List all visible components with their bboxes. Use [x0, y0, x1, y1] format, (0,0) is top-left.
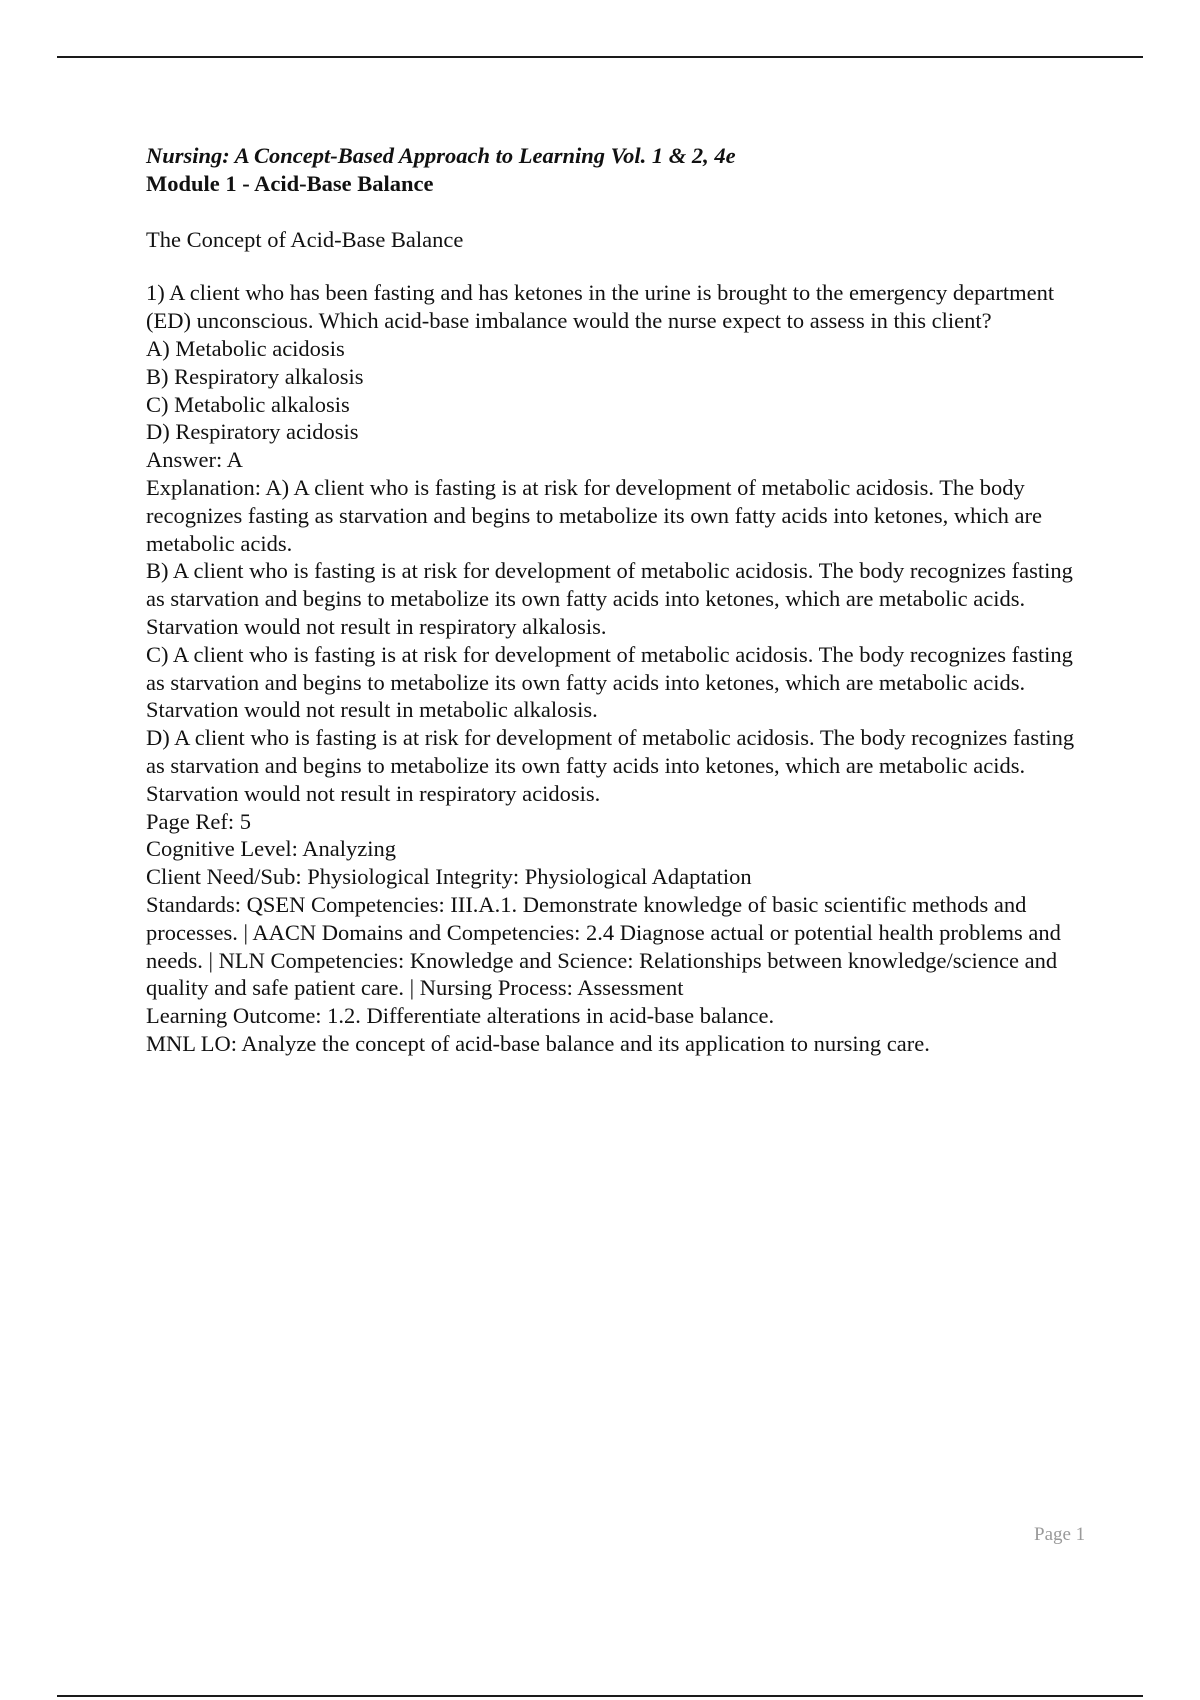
answer-key: Answer: A	[146, 447, 243, 473]
standards: Standards: QSEN Competencies: III.A.1. Demonstrate knowledge of basic scientific methods and processes. | AACN Domains and Competencies: 2.4 Diagnose actual or potential health problems and needs. | NLN Competencies: Knowledge and Science: Relationships between knowledge/science and quality and safe patient care. | Nursing Process: Assessment	[146, 891, 1061, 1001]
answer-option-d: D) Respiratory acidosis	[146, 419, 359, 445]
answer-option-a: A) Metabolic acidosis	[146, 335, 345, 361]
cognitive-level: Cognitive Level: Analyzing	[146, 836, 396, 862]
answer-option-b: B) Respiratory alkalosis	[146, 363, 364, 389]
bottom-rule	[57, 1695, 1143, 1697]
explanation-b: B) A client who is fasting is at risk for development of metabolic acidosis. The body recognizes fasting as starvation and begins to metabolize its own fatty acids into ketones, which are metabolic acids. Starvation would not result in respiratory alkalosis.	[146, 558, 1073, 639]
book-title: Nursing: A Concept-Based Approach to Learning Vol. 1 & 2, 4e	[146, 143, 736, 168]
top-rule	[57, 56, 1143, 58]
explanation-c: C) A client who is fasting is at risk for development of metabolic acidosis. The body recognizes fasting as starvation and begins to metabolize its own fatty acids into ketones, which are metabolic acids. Starvation would not result in metabolic alkalosis.	[146, 641, 1073, 723]
document-body	[146, 142, 1086, 1058]
page-ref: Page Ref: 5	[146, 808, 251, 834]
learning-outcome: Learning Outcome: 1.2. Differentiate alterations in acid-base balance.	[146, 1003, 775, 1029]
client-need: Client Need/Sub: Physiological Integrity: Physiological Adaptation	[146, 864, 752, 890]
answer-option-c: C) Metabolic alkalosis	[146, 391, 350, 417]
question-stem: 1) A client who has been fasting and has ketones in the urine is brought to the emergency department (ED) unconscious. Which acid-base imbalance would the nurse expect to assess in this client?	[146, 280, 1055, 334]
mnl-lo: MNL LO: Analyze the concept of acid-base balance and its application to nursing care.	[146, 1030, 930, 1056]
explanation-a: Explanation: A) A client who is fasting is at risk for development of metabolic acidosis. The body recognizes fasting as starvation and begins to metabolize its own fatty acids into ketones, which are metabolic acids.	[146, 474, 1042, 556]
concept-heading: The Concept of Acid-Base Balance	[146, 226, 464, 252]
question-block	[146, 279, 1086, 1057]
module-title: Module 1 - Acid-Base Balance	[146, 170, 434, 196]
explanation-d: D) A client who is fasting is at risk for development of metabolic acidosis. The body recognizes fasting as starvation and begins to metabolize its own fatty acids into ketones, which are metabolic acids. Starvation would not result in respiratory acidosis.	[146, 725, 1075, 806]
page-number: Page 1	[1034, 1524, 1086, 1545]
